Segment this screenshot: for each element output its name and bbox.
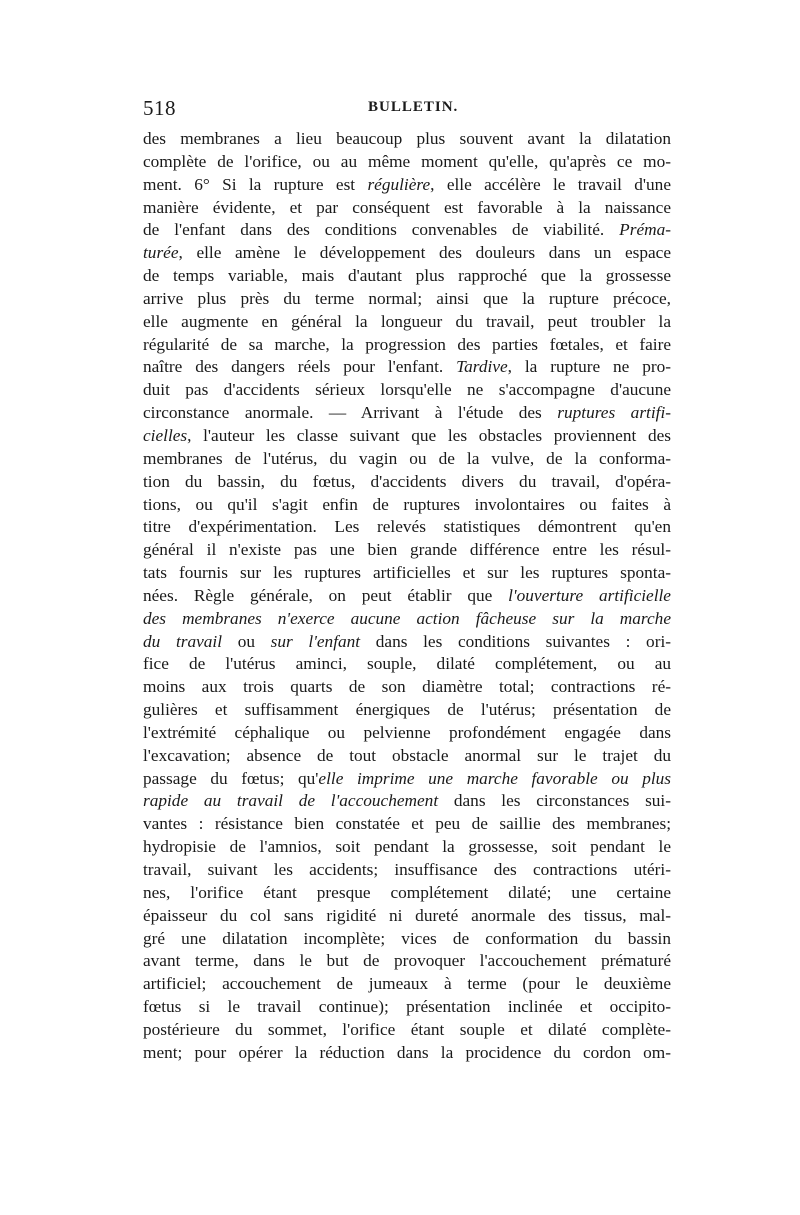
text-line — [143, 813, 671, 836]
text-run: épaisseur du col sans rigidité ni dureté anormale des tissus, mal- — [143, 905, 671, 925]
text-run: hydropisie de l'amnios, soit pendant la grossesse, soit pendant le — [143, 837, 671, 857]
text-line — [143, 174, 671, 197]
text-run: fice de l'utérus aminci, souple, dilaté complétement, ou au — [143, 654, 671, 674]
italic-text: turée — [143, 243, 179, 263]
text-line — [143, 516, 671, 539]
text-run: , l'auteur les classe suivant que les obstacles proviennent des — [187, 425, 671, 445]
italic-text: Tardive — [456, 357, 508, 377]
italic-text: ruptures artifi- — [557, 403, 672, 423]
italic-text: des membranes n'exerce aucune action fâcheuse sur la marche — [143, 608, 671, 628]
text-line — [143, 379, 671, 402]
text-line — [143, 882, 671, 905]
text-line — [143, 836, 671, 859]
italic-text: sur l'enfant — [270, 631, 361, 651]
text-run: manière évidente, et par conséquent est favorable à la naissance — [143, 197, 671, 217]
text-line — [143, 356, 671, 379]
text-line — [143, 973, 671, 996]
text-run: tion du bassin, du fœtus, d'accidents divers du travail, d'opéra- — [143, 471, 671, 491]
text-run: arrive plus près du terme normal; ainsi que la rupture précoce, — [143, 288, 671, 308]
italic-text: l'ouverture artificielle — [508, 585, 671, 605]
text-run: gré une dilatation incomplète; vices de conformation du bassin — [143, 928, 671, 948]
text-line — [143, 950, 671, 973]
text-line — [143, 790, 671, 813]
body-text — [143, 128, 671, 1065]
text-line — [143, 608, 671, 631]
text-run: des membranes a lieu beaucoup plus souvent avant la dilatation — [143, 129, 671, 148]
text-run: l'excavation; absence de tout obstacle anormal sur le trajet du — [143, 745, 671, 765]
text-line — [143, 334, 671, 357]
text-line — [143, 768, 671, 791]
text-line — [143, 242, 671, 265]
text-run: elle augmente en général la longueur du travail, peut troubler la — [143, 311, 671, 331]
text-line — [143, 562, 671, 585]
italic-text: rapide au travail de l'accouchement — [143, 791, 439, 811]
text-line — [143, 265, 671, 288]
text-line — [143, 539, 671, 562]
text-line — [143, 928, 671, 951]
text-line — [143, 402, 671, 425]
text-line — [143, 288, 671, 311]
running-head — [143, 96, 671, 126]
italic-text: Préma- — [619, 220, 671, 240]
text-run: tions, ou qu'il s'agit enfin de ruptures involontaires ou faites à — [143, 494, 671, 514]
page-number: 518 — [143, 96, 176, 120]
text-line — [143, 905, 671, 928]
text-line — [143, 494, 671, 517]
text-line — [143, 699, 671, 722]
text-run: régularité de sa marche, la progression des parties fœtales, et faire — [143, 334, 671, 354]
text-line — [143, 585, 671, 608]
text-run: artificiel; accouchement de jumeaux à terme (pour le deuxième — [143, 974, 671, 994]
text-line — [143, 1042, 671, 1065]
text-run: avant terme, dans le but de provoquer l'accouchement prématuré — [143, 951, 671, 971]
text-run: dans les circonstances sui- — [438, 791, 671, 811]
italic-text: du travail — [143, 631, 223, 651]
text-run: gulières et suffisamment énergiques de l'utérus; présentation de — [143, 700, 671, 720]
text-line — [143, 128, 671, 151]
text-line — [143, 197, 671, 220]
text-line — [143, 471, 671, 494]
text-line — [143, 996, 671, 1019]
text-run: ou — [222, 631, 271, 651]
text-run: duit pas d'accidents sérieux lorsqu'elle ne s'accompagne d'aucune — [143, 380, 671, 400]
text-run: fœtus si le travail continue); présentation inclinée et occipito- — [143, 997, 671, 1017]
text-line — [143, 653, 671, 676]
text-run: ment; pour opérer la réduction dans la procidence du cordon om- — [143, 1042, 671, 1062]
text-run: nées. Règle générale, on peut établir que — [143, 585, 509, 605]
text-run: naître des dangers réels pour l'enfant. — [143, 357, 457, 377]
text-line — [143, 676, 671, 699]
text-run: vantes : résistance bien constatée et peu de saillie des membranes; — [143, 814, 671, 834]
text-line — [143, 631, 671, 654]
text-line — [143, 448, 671, 471]
text-line — [143, 722, 671, 745]
text-run: passage du fœtus; qu' — [143, 768, 319, 788]
text-line — [143, 859, 671, 882]
text-run: tats fournis sur les ruptures artificielles et sur les ruptures sponta- — [143, 563, 671, 583]
text-run: complète de l'orifice, ou au même moment qu'elle, qu'après ce mo- — [143, 151, 671, 171]
text-run: ment. 6° Si la rupture est — [143, 174, 368, 194]
text-line — [143, 1019, 671, 1042]
italic-text: cielles — [143, 425, 188, 445]
running-title: BULLETIN. — [368, 99, 459, 115]
text-run: membranes de l'utérus, du vagin ou de la vulve, de la conforma- — [143, 448, 671, 468]
text-run: général il n'existe pas une bien grande différence entre les résul- — [143, 540, 671, 560]
text-line — [143, 151, 671, 174]
text-line — [143, 425, 671, 448]
italic-text: régulière — [367, 174, 431, 194]
italic-text: elle imprime une marche favorable ou plus — [318, 768, 671, 788]
text-run: l'extrémité céphalique ou pelvienne profondément engagée dans — [143, 722, 671, 742]
text-run: de temps variable, mais d'autant plus rapproché que la grossesse — [143, 266, 671, 286]
text-line — [143, 219, 671, 242]
text-run: titre d'expérimentation. Les relevés statistiques démontrent qu'en — [143, 517, 671, 537]
text-run: moins aux trois quarts de son diamètre total; contractions ré- — [143, 677, 671, 697]
text-run: , la rupture ne pro- — [507, 357, 671, 377]
text-run: , elle amène le développement des douleurs dans un espace — [178, 243, 671, 263]
text-run: , elle accélère le travail d'une — [430, 174, 671, 194]
text-line — [143, 745, 671, 768]
text-run: dans les conditions suivantes : ori- — [360, 631, 672, 651]
text-run: nes, l'orifice étant presque complétement dilaté; une certaine — [143, 882, 671, 902]
text-run: de l'enfant dans des conditions convenables de viabilité. — [143, 220, 620, 240]
text-run: postérieure du sommet, l'orifice étant souple et dilaté complète- — [143, 1019, 671, 1039]
text-line — [143, 311, 671, 334]
text-run: travail, suivant les accidents; insuffisance des contractions utéri- — [143, 860, 671, 879]
text-run: circonstance anormale. — Arrivant à l'étude des — [143, 403, 558, 423]
